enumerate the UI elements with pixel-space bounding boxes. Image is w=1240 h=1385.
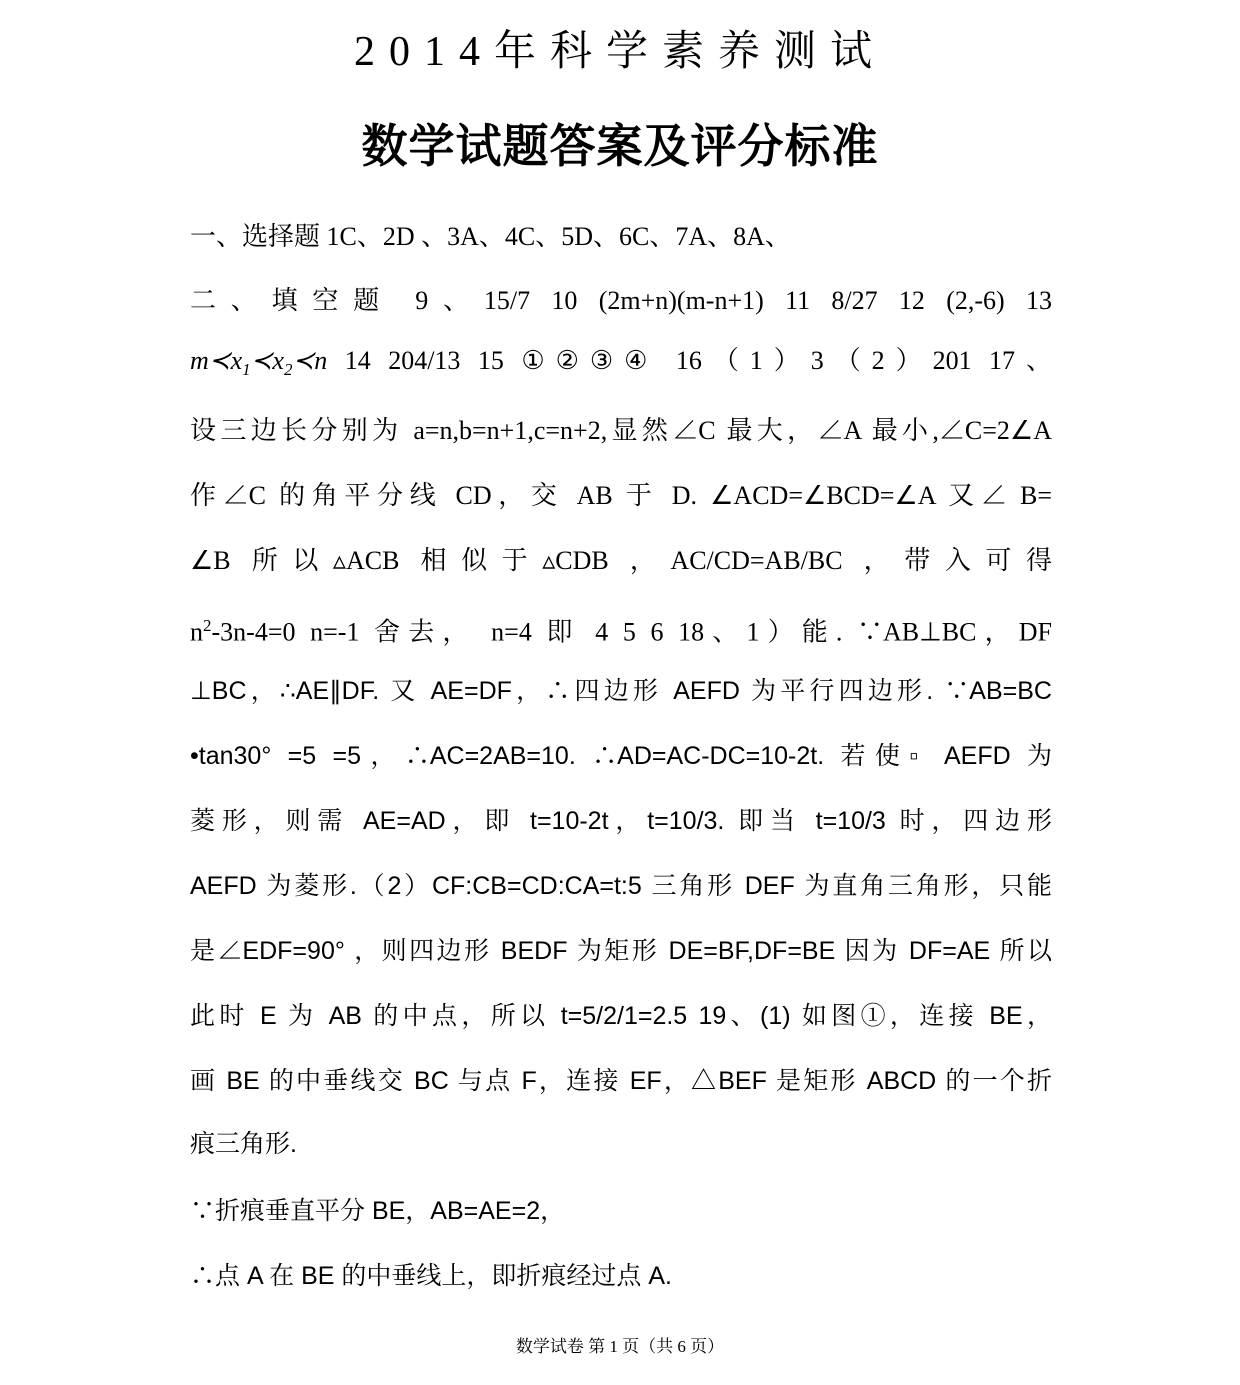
answer-line-4: 设三边长分别为 a=n,b=n+1,c=n+2,显然∠C 最大，∠A 最小,∠C=2∠A <box>190 416 1052 445</box>
page-footer: 数学试卷 第 1 页（共 6 页） <box>515 1337 725 1356</box>
answer-line-5: 作∠C 的角平分线 CD，交 AB 于 D. ∠ACD=∠BCD=∠A 又∠ B= <box>190 481 1052 510</box>
answer-line-17: ∴点 A 在 BE 的中垂线上，即折痕经过点 A. <box>190 1262 672 1290</box>
answer-line-15: 痕三角形. <box>190 1130 297 1158</box>
answer-line-10: 菱形，则需 AE=AD，即 t=10-2t，t=10/3. 即当 t=10/3 时，四边形 <box>190 807 1052 835</box>
answer-line-6: ∠B 所以▵ACB 相似于▵CDB ，AC/CD=AB/BC ，带入可得 <box>190 546 1052 575</box>
answer-line-12: 是∠EDF=90° ，则四边形 BEDF 为矩形 DE=BF,DF=BE 因为 DF=AE 所以 <box>190 937 1052 965</box>
answer-line-7: $n^2-3n-4=0$ n=-1 舍去， n=4 即 4 5 6 18、1）能. ∵AB⊥BC，DF <box>190 616 1052 647</box>
answer-line-14: 画 BE 的中垂线交 BC 与点 F，连接 EF，△BEF 是矩形 ABCD 的一个折 <box>190 1067 1052 1095</box>
answer-line-13: 此时 E 为 AB 的中点，所以 t=5/2/1=2.5 19、(1) 如图①，连接 BE， <box>190 1002 1052 1030</box>
answer-line-8: ⊥BC，∴AE∥DF. 又 AE=DF，∴四边形 AEFD 为平行四边形. ∵AB=BC <box>190 677 1052 705</box>
answer-line-11: AEFD 为菱形.（2）CF:CB=CD:CA=t:5 三角形 DEF 为直角三角形，只能 <box>190 872 1052 900</box>
inequality-expression: $m≺x_1≺x_2≺n$ <box>190 346 328 380</box>
answer-line-16: ∵折痕垂直平分 BE，AB=AE=2， <box>190 1197 566 1225</box>
answer-line-1: 一、选择题 1C、2D 、3A、4C、5D、6C、7A、8A、 <box>190 222 791 251</box>
document-subtitle: 数学试题答案及评分标准 <box>361 119 879 173</box>
answer-line-3: $m≺x_1≺x_2≺n$ 14 204/13 15 ①②③④ 16（1）3（2）201 17、 <box>190 346 1052 380</box>
answer-line-2: 二、填空题 9、15/7 10 (2m+n)(m-n+1) 11 8/27 12 (2,-6) 13 <box>190 286 1052 315</box>
document-title: 2014年科学素养测试 <box>353 29 886 75</box>
answer-line-9: •tan30° =5 =5，∴AC=2AB=10. ∴AD=AC-DC=10-2t. 若使▫ AEFD 为 <box>190 742 1053 770</box>
